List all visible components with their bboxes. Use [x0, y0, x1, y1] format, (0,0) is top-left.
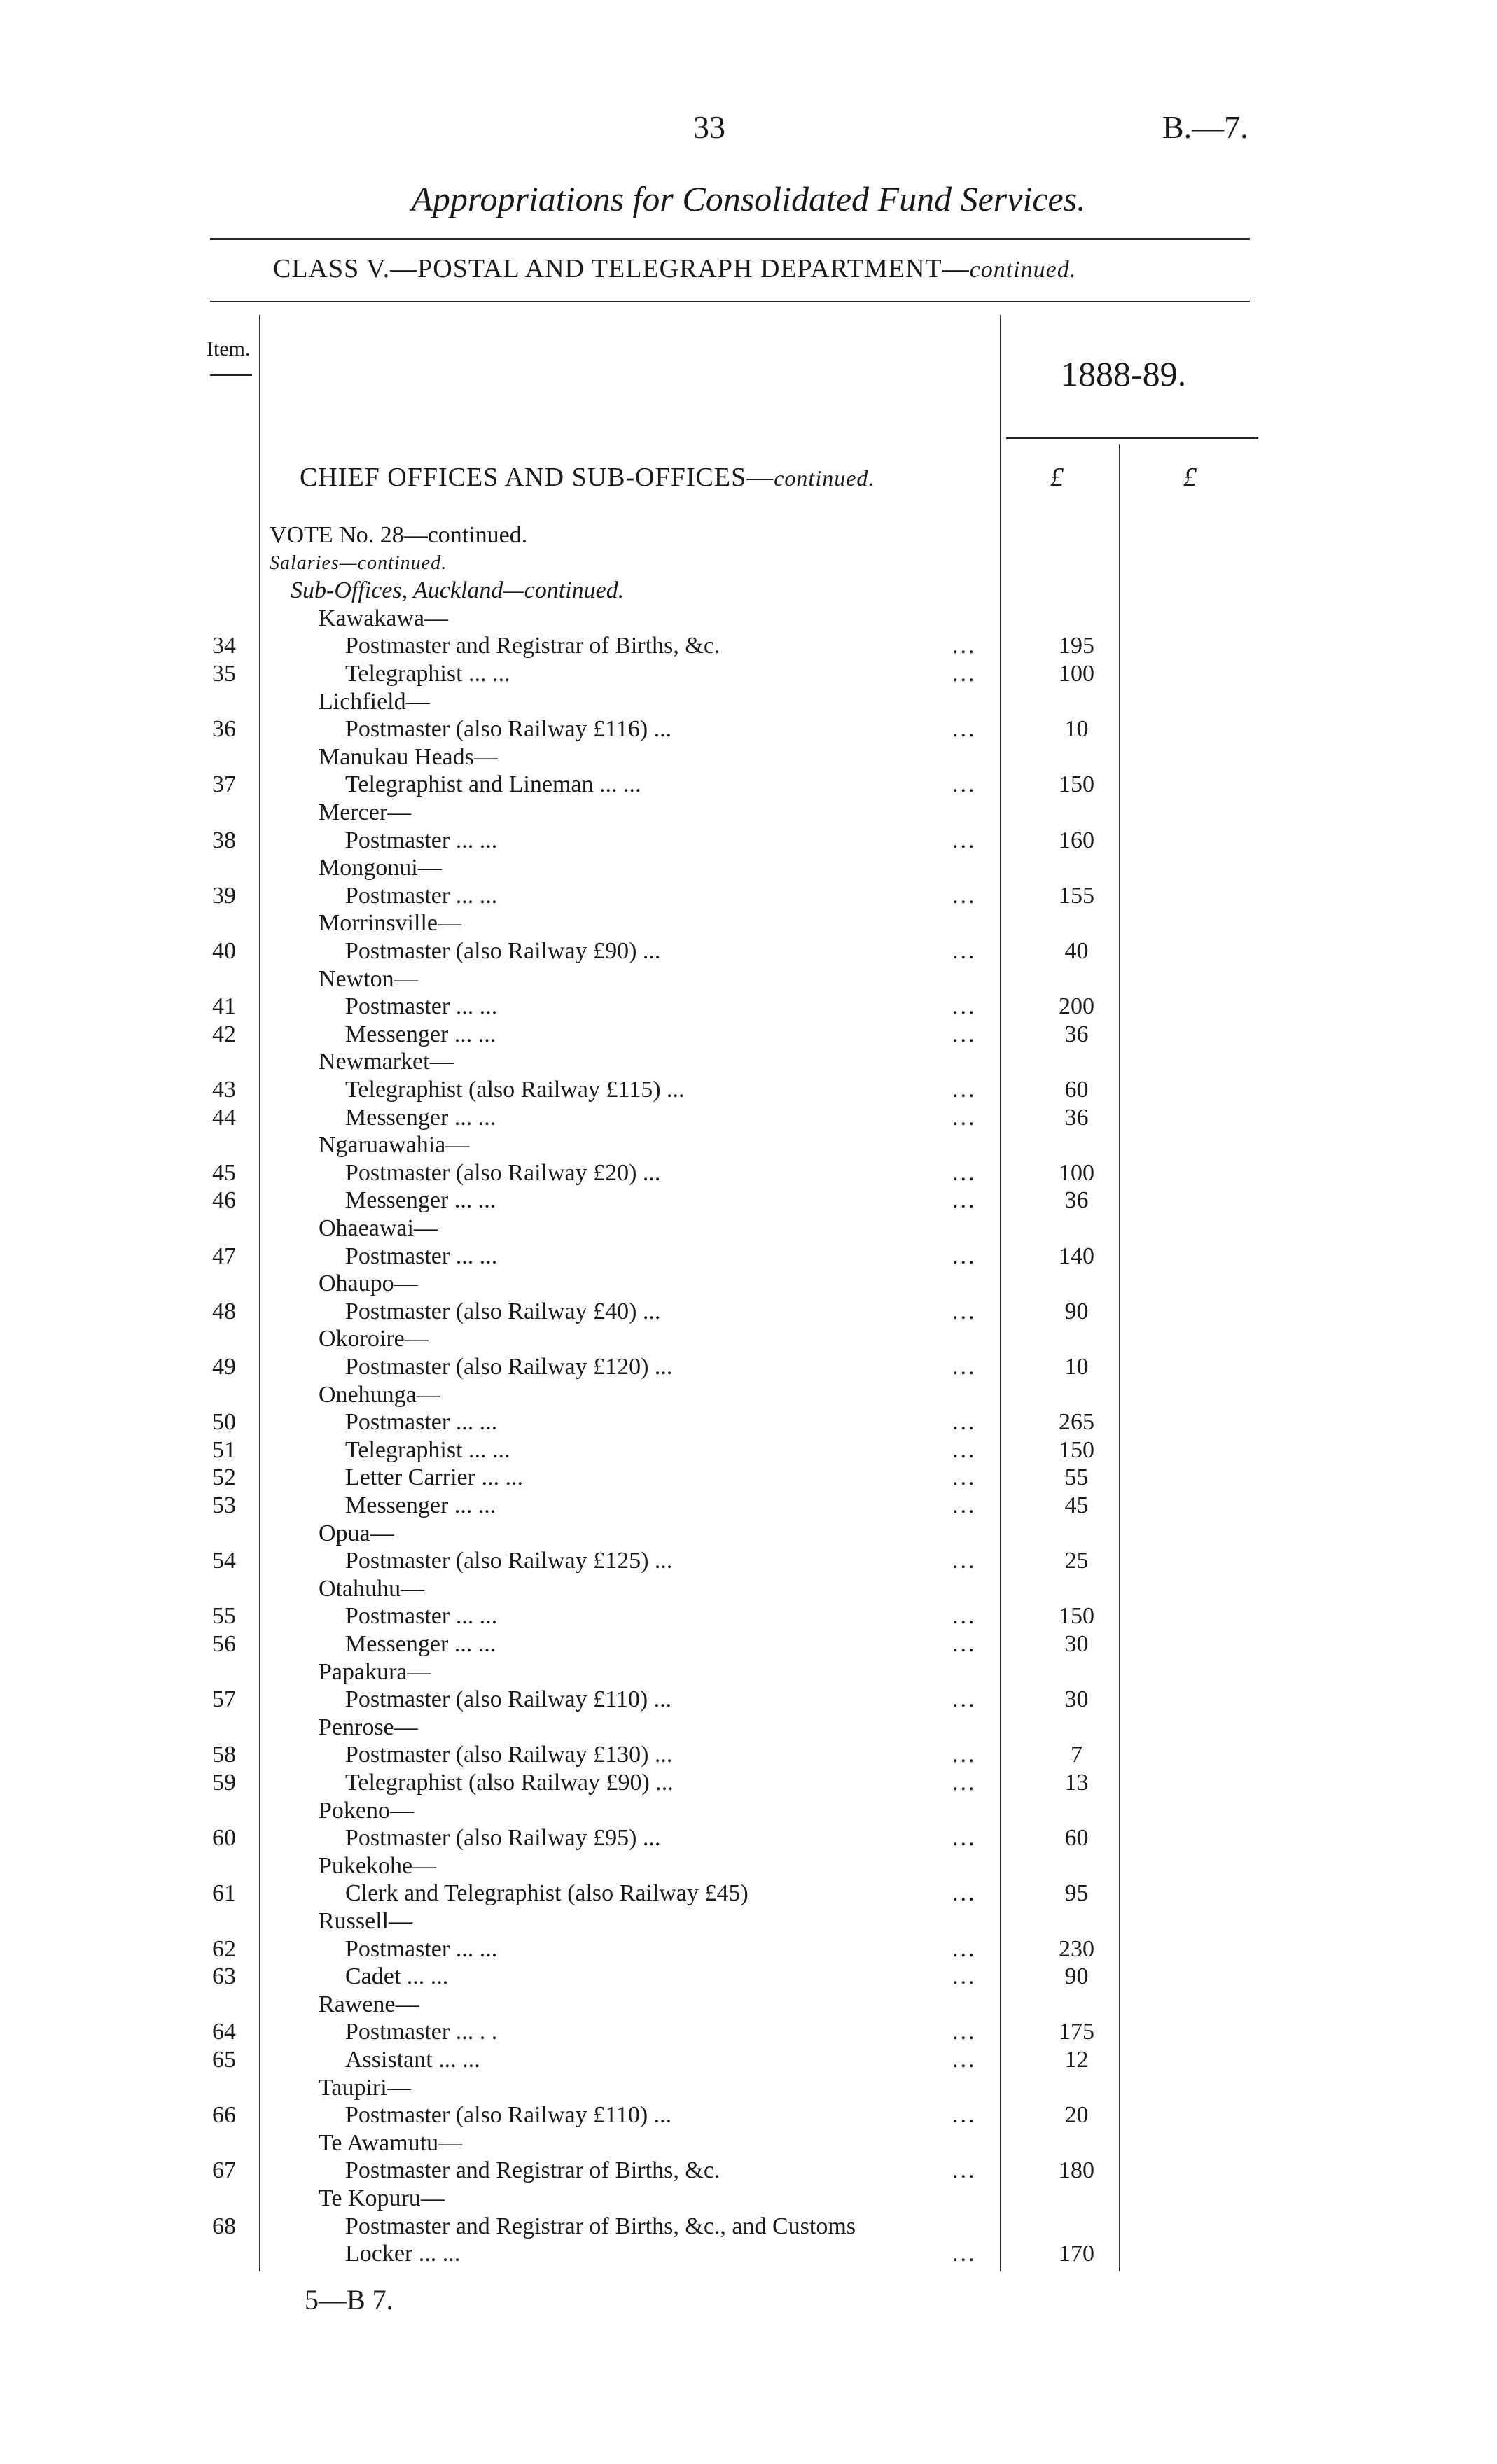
table-row	[0, 2018, 1497, 2045]
item-number: 34	[212, 633, 236, 659]
amount-value: 25	[1064, 1548, 1089, 1574]
amount-value: 160	[1059, 827, 1094, 853]
item-number: 48	[212, 1298, 236, 1324]
line-item-description: Postmaster ... ...	[345, 1935, 498, 1962]
table-row	[0, 1104, 1497, 1131]
leader-dots: ...	[952, 1825, 977, 1851]
office-heading: Pukekohe—	[319, 1852, 437, 1879]
line-item-description: Postmaster ... ...	[345, 1409, 498, 1436]
item-number: 61	[212, 1880, 236, 1907]
table-row	[0, 1852, 1497, 1879]
office-heading: Newton—	[319, 965, 418, 992]
table-row	[0, 743, 1497, 771]
office-heading: Otahuhu—	[319, 1575, 425, 1602]
leader-dots: ...	[952, 993, 977, 1020]
leader-dots: ...	[952, 1409, 977, 1436]
item-number: 52	[212, 1464, 236, 1491]
table-row	[0, 550, 1497, 577]
line-item-description: Locker ... ...	[345, 2241, 461, 2267]
table-row	[0, 1907, 1497, 1935]
item-number: 57	[212, 1686, 236, 1713]
amount-value: 7	[1071, 1742, 1082, 1768]
amount-value: 150	[1059, 771, 1094, 798]
item-number: 65	[212, 2047, 236, 2073]
amount-value: 150	[1059, 1603, 1094, 1630]
leader-dots: ...	[952, 1963, 977, 1990]
amount-value: 12	[1064, 2047, 1089, 2073]
office-heading: Onehunga—	[319, 1381, 440, 1408]
footer-signature: 5—B 7.	[305, 2284, 394, 2316]
line-item-description: Postmaster and Registrar of Births, &c.	[345, 2157, 720, 2184]
table-row	[0, 1741, 1497, 1768]
class-rule	[210, 301, 1250, 302]
table-row	[0, 1630, 1497, 1658]
table-row	[0, 1714, 1497, 1741]
line-item-description: Postmaster (also Railway £120) ...	[345, 1354, 673, 1380]
line-item-description: Postmaster (also Railway £40) ...	[345, 1298, 661, 1324]
amount-value: 36	[1064, 1104, 1089, 1130]
line-item-description: Assistant ... ...	[345, 2047, 480, 2073]
line-item-description: Postmaster (also Railway £125) ...	[345, 1548, 673, 1574]
amount-value: 60	[1064, 1077, 1089, 1102]
table-row	[0, 1021, 1497, 1048]
amount-value: 265	[1059, 1409, 1094, 1436]
table-row	[0, 1048, 1497, 1075]
table-row	[0, 1879, 1497, 1907]
section-title-text: CHIEF OFFICES AND SUB-OFFICES—	[300, 463, 774, 492]
section-title	[300, 462, 875, 493]
line-item-description: Telegraphist (also Railway £115) ...	[345, 1077, 685, 1102]
office-heading: Penrose—	[319, 1714, 418, 1740]
item-number: 38	[212, 827, 236, 853]
office-heading: Mercer—	[319, 799, 412, 825]
table-row	[0, 1159, 1497, 1186]
table-row	[0, 1214, 1497, 1242]
table-row	[0, 1381, 1497, 1408]
table-row	[0, 1520, 1497, 1547]
line-item-description: Postmaster ... ...	[345, 1242, 498, 1269]
amount-value: 170	[1059, 2241, 1094, 2267]
amount-value: 195	[1059, 633, 1094, 659]
line-item-description: Postmaster (also Railway £130) ...	[345, 1742, 673, 1768]
office-heading: Mongonui—	[319, 855, 442, 881]
line-item-description: Messenger ... ...	[345, 1492, 496, 1518]
leader-dots: ...	[952, 1464, 977, 1491]
table-row	[0, 993, 1497, 1020]
leader-dots: ...	[952, 1742, 977, 1768]
top-rule	[210, 238, 1250, 240]
table-row	[0, 1131, 1497, 1158]
leader-dots: ...	[952, 1492, 977, 1518]
table-row	[0, 2101, 1497, 2129]
item-number: 37	[212, 771, 236, 798]
item-number: 63	[212, 1963, 236, 1990]
table-row	[0, 1408, 1497, 1436]
pound-sign-col1: £	[1050, 463, 1064, 492]
table-row	[0, 1325, 1497, 1352]
line-item-description: Messenger ... ...	[345, 1631, 496, 1657]
leader-dots: ...	[952, 633, 977, 659]
table-row	[0, 882, 1497, 909]
item-number: 59	[212, 1770, 236, 1795]
leader-dots: ...	[952, 1686, 977, 1713]
office-heading: Ngaruawahia—	[319, 1132, 470, 1158]
table-row	[0, 1575, 1497, 1602]
amount-value: 10	[1064, 716, 1089, 743]
table-row	[0, 632, 1497, 659]
year-column-header: 1888-89.	[1061, 354, 1187, 393]
leader-dots: ...	[952, 1436, 977, 1463]
leader-dots: ...	[952, 882, 977, 909]
table-row	[0, 577, 1497, 604]
section-title-continued: continued.	[774, 465, 875, 491]
amount-value: 150	[1059, 1436, 1094, 1463]
leader-dots: ...	[952, 716, 977, 743]
item-number: 49	[212, 1354, 236, 1380]
amount-value: 55	[1064, 1464, 1089, 1491]
office-heading: Ohaupo—	[319, 1270, 418, 1297]
leader-dots: ...	[952, 2047, 977, 2073]
amount-value: 60	[1064, 1825, 1089, 1851]
line-item-description: Telegraphist ... ...	[345, 1436, 510, 1463]
table-row	[0, 1076, 1497, 1103]
line-item-description: Postmaster (also Railway £116) ...	[345, 716, 672, 743]
table-row	[0, 1353, 1497, 1380]
line-item-description: Postmaster ... ...	[345, 827, 498, 853]
leader-dots: ...	[952, 1548, 977, 1574]
item-number: 35	[212, 661, 236, 687]
office-heading: Salaries—continued.	[270, 552, 447, 574]
table-row	[0, 799, 1497, 826]
line-item-description: Postmaster (also Railway £20) ...	[345, 1159, 661, 1186]
item-number: 64	[212, 2019, 236, 2045]
office-heading: Pokeno—	[319, 1797, 414, 1823]
leader-dots: ...	[952, 1354, 977, 1380]
table-row	[0, 1769, 1497, 1796]
table-row	[0, 1242, 1497, 1270]
item-number: 60	[212, 1825, 236, 1851]
item-number: 43	[212, 1077, 236, 1102]
item-number: 58	[212, 1742, 236, 1768]
office-heading: Taupiri—	[319, 2074, 411, 2101]
line-item-description: Clerk and Telegraphist (also Railway £45)	[345, 1880, 748, 1907]
item-number: 41	[212, 993, 236, 1020]
amount-value: 30	[1064, 1631, 1089, 1657]
leader-dots: ...	[952, 771, 977, 798]
table-row	[0, 909, 1497, 937]
table-row	[0, 937, 1497, 965]
item-number: 42	[212, 1021, 236, 1047]
document-reference: B.—7.	[1162, 109, 1248, 145]
office-heading: Rawene—	[319, 1991, 419, 2017]
item-number: 44	[212, 1104, 236, 1130]
office-heading: Morrinsville—	[319, 910, 461, 937]
item-number: 50	[212, 1409, 236, 1436]
table-row	[0, 1686, 1497, 1713]
office-heading: Te Kopuru—	[319, 2185, 445, 2211]
class-title-text: CLASS V.—POSTAL AND TELEGRAPH DEPARTMENT—	[273, 254, 970, 284]
item-number: 40	[212, 938, 236, 964]
leader-dots: ...	[952, 1298, 977, 1324]
table-row	[0, 1464, 1497, 1491]
leader-dots: ...	[952, 1159, 977, 1186]
table-row	[0, 1991, 1497, 2018]
table-row	[0, 1492, 1497, 1519]
line-item-description: Postmaster (also Railway £95) ...	[345, 1825, 661, 1851]
office-heading: VOTE No. 28—continued.	[270, 522, 528, 548]
amount-value: 100	[1059, 661, 1094, 687]
leader-dots: ...	[952, 2241, 977, 2267]
item-column-header: Item.	[207, 337, 251, 360]
leader-dots: ...	[952, 2102, 977, 2129]
amount-value: 95	[1064, 1880, 1089, 1907]
year-header-rule	[1006, 438, 1258, 439]
line-item-description: Postmaster (also Railway £90) ...	[345, 938, 661, 964]
item-number: 67	[212, 2157, 236, 2184]
office-heading: Kawakawa—	[319, 605, 449, 631]
item-number: 39	[212, 882, 236, 909]
leader-dots: ...	[952, 827, 977, 853]
amount-value: 175	[1059, 2019, 1094, 2045]
amount-value: 90	[1064, 1298, 1089, 1324]
table-row	[0, 2185, 1497, 2212]
table-row	[0, 660, 1497, 687]
leader-dots: ...	[952, 2019, 977, 2045]
item-number: 62	[212, 1935, 236, 1962]
table-row	[0, 605, 1497, 632]
class-title	[273, 253, 1076, 284]
table-row	[0, 2240, 1497, 2267]
line-item-description: Postmaster (also Railway £110) ...	[345, 1686, 672, 1713]
leader-dots: ...	[952, 1104, 977, 1130]
table-row	[0, 2129, 1497, 2157]
table-row	[0, 522, 1497, 549]
office-heading: Newmarket—	[319, 1049, 454, 1075]
line-item-description: Cadet ... ...	[345, 1963, 449, 1990]
leader-dots: ...	[952, 938, 977, 964]
table-row	[0, 771, 1497, 798]
table-row	[0, 2074, 1497, 2101]
table-row	[0, 2213, 1497, 2240]
table-row	[0, 1963, 1497, 1990]
item-number: 56	[212, 1631, 236, 1657]
leader-dots: ...	[952, 2157, 977, 2184]
table-row	[0, 1602, 1497, 1630]
amount-value: 90	[1064, 1963, 1089, 1990]
line-item-description: Postmaster ... ...	[345, 882, 498, 909]
line-item-description: Postmaster ... . .	[345, 2019, 498, 2045]
table-row	[0, 1436, 1497, 1464]
amount-value: 13	[1064, 1770, 1089, 1795]
table-row	[0, 965, 1497, 993]
line-item-description: Telegraphist ... ...	[345, 661, 510, 687]
table-row	[0, 1186, 1497, 1214]
table-row	[0, 2046, 1497, 2073]
item-number: 53	[212, 1492, 236, 1518]
table-row	[0, 715, 1497, 743]
table-row	[0, 1298, 1497, 1325]
table-row	[0, 1797, 1497, 1824]
office-heading: Ohaeawai—	[319, 1215, 438, 1241]
amount-value: 20	[1064, 2102, 1089, 2129]
page-title: Appropriations for Consolidated Fund Services.	[411, 179, 1086, 218]
amount-value: 230	[1059, 1935, 1094, 1962]
table-row	[0, 1547, 1497, 1574]
office-heading: Opua—	[319, 1520, 394, 1546]
item-number: 54	[212, 1548, 236, 1574]
table-row	[0, 1824, 1497, 1851]
amount-value: 36	[1064, 1187, 1089, 1214]
table-row	[0, 1935, 1497, 1963]
table-row	[0, 2157, 1497, 2184]
pound-sign-col2: £	[1183, 463, 1197, 492]
leader-dots: ...	[952, 1880, 977, 1907]
office-heading: Lichfield—	[319, 688, 430, 715]
line-item-description: Postmaster ... ...	[345, 993, 498, 1020]
table-row	[0, 1270, 1497, 1297]
line-item-description: Telegraphist (also Railway £90) ...	[345, 1770, 674, 1795]
amount-value: 155	[1059, 882, 1094, 909]
item-number: 36	[212, 716, 236, 743]
office-heading: Sub-Offices, Auckland—continued.	[291, 578, 625, 604]
item-number: 45	[212, 1159, 236, 1186]
table-row	[0, 827, 1497, 854]
amount-value: 10	[1064, 1354, 1089, 1380]
item-number: 55	[212, 1603, 236, 1630]
office-heading: Russell—	[319, 1908, 413, 1934]
amount-value: 40	[1064, 938, 1089, 964]
office-heading: Te Awamutu—	[319, 2129, 463, 2156]
leader-dots: ...	[952, 1935, 977, 1962]
leader-dots: ...	[952, 1021, 977, 1047]
leader-dots: ...	[952, 1187, 977, 1214]
item-number: 47	[212, 1242, 236, 1269]
item-number: 46	[212, 1187, 236, 1214]
line-item-description: Messenger ... ...	[345, 1187, 496, 1214]
amount-value: 180	[1059, 2157, 1094, 2184]
office-heading: Manukau Heads—	[319, 743, 498, 770]
line-item-description: Letter Carrier ... ...	[345, 1464, 523, 1491]
office-heading: Papakura—	[319, 1658, 431, 1685]
page-number: 33	[693, 109, 725, 145]
line-item-description: Postmaster (also Railway £110) ...	[345, 2102, 672, 2129]
leader-dots: ...	[952, 1077, 977, 1102]
amount-value: 36	[1064, 1021, 1089, 1047]
leader-dots: ...	[952, 661, 977, 687]
amount-value: 140	[1059, 1242, 1094, 1269]
line-item-description: Telegraphist and Lineman ... ...	[345, 771, 641, 798]
line-item-description: Messenger ... ...	[345, 1104, 496, 1130]
item-number: 51	[212, 1436, 236, 1463]
amount-value: 30	[1064, 1686, 1089, 1713]
amount-value: 200	[1059, 993, 1094, 1020]
office-heading: Okoroire—	[319, 1326, 429, 1352]
line-item-description: Postmaster and Registrar of Births, &c.	[345, 633, 720, 659]
item-number: 66	[212, 2102, 236, 2129]
amount-value: 100	[1059, 1159, 1094, 1186]
line-item-description: Messenger ... ...	[345, 1021, 496, 1047]
item-header-underline	[210, 374, 252, 376]
leader-dots: ...	[952, 1603, 977, 1630]
leader-dots: ...	[952, 1242, 977, 1269]
table-row	[0, 854, 1497, 881]
amount-value: 45	[1064, 1492, 1089, 1518]
table-row	[0, 688, 1497, 715]
line-item-description: Postmaster ... ...	[345, 1603, 498, 1630]
line-item-description: Postmaster and Registrar of Births, &c., and Customs	[345, 2213, 856, 2239]
item-number: 68	[212, 2213, 236, 2239]
leader-dots: ...	[952, 1631, 977, 1657]
leader-dots: ...	[952, 1770, 977, 1795]
class-title-continued: continued.	[969, 257, 1077, 283]
table-row	[0, 1658, 1497, 1686]
